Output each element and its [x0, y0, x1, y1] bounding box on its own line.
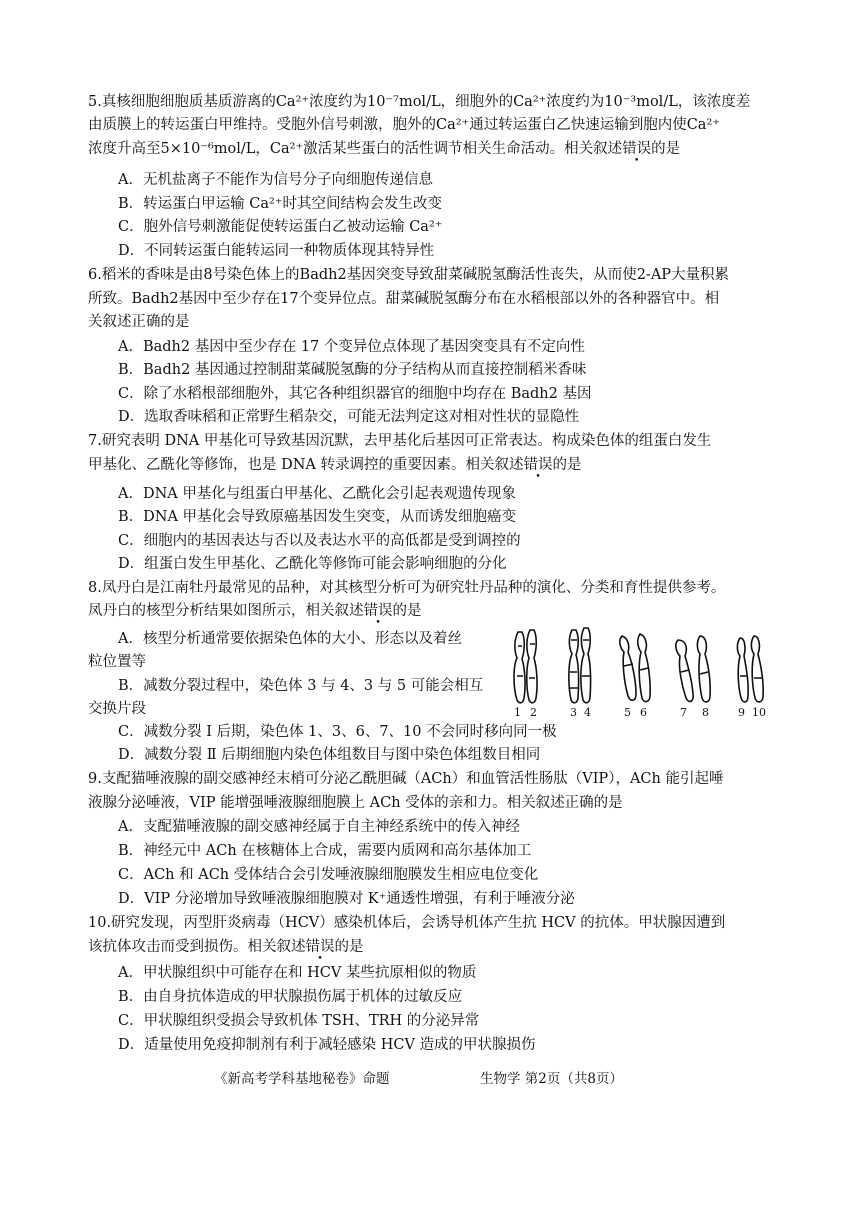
footer-source: 《新高考学科基地秘卷》命题: [214, 1071, 390, 1087]
q5-option-d: D．不同转运蛋白能转运同一种物质体现其特异性: [118, 243, 435, 259]
q5-stem-line-3: 浓度升高至5×10⁻⁶mol/L，Ca²⁺激活某些蛋白的活性调节相关生命活动。相关叙述错误的是: [88, 141, 681, 157]
q9-option-d: D．VIP 分泌增加导致唾液腺细胞膜对 K⁺通透性增强，有利于唾液分泌: [118, 891, 575, 907]
q6-stem-line-3: 关叙述正确的是: [88, 314, 190, 330]
emphasis-mark: 错误: [622, 141, 652, 157]
q5-option-c: C．胞外信号刺激能促使转运蛋白乙被动运输 Ca²⁺: [118, 219, 443, 235]
emphasis-mark: 错误: [523, 457, 553, 473]
emphasis-mark: 错误: [363, 603, 393, 619]
q9-stem-line-1: 9.支配猫唾液腺的副交感神经末梢可分泌乙酰胆碱（ACh）和血管活性肠肽（VIP），ACh 能引起唾: [88, 771, 724, 787]
chromosome-pair-5-6: [620, 634, 650, 702]
q8-stem-line-2: 凤丹白的核型分析结果如图所示，相关叙述错误的是: [88, 603, 422, 619]
q7-option-a: A．DNA 甲基化与组蛋白甲基化、乙酰化会引起表观遗传现象: [118, 486, 516, 502]
chromosome-label-8: 8: [702, 706, 709, 718]
q7-stem-line-2: 甲基化、乙酰化等修饰，也是 DNA 转录调控的重要因素。相关叙述错误的是: [88, 457, 582, 473]
q6-stem-line-2: 所致。Badh2基因中至少存在17个变异位点。甜菜碱脱氢酶分布在水稻根部以外的各种器官中。相: [88, 291, 720, 307]
chromosome-label-1: 1: [514, 706, 521, 718]
q6-option-c: C．除了水稻根部细胞外，其它各种组织器官的细胞中均存在 Badh2 基因: [118, 386, 592, 402]
emphasis-mark: 错误: [305, 939, 335, 955]
q8-option-d: D．减数分裂 Ⅱ 后期细胞内染色体组数目与图中染色体组数目相同: [118, 747, 541, 763]
chromosome-label-2: 2: [530, 706, 537, 718]
q8-option-a-continued: 粒位置等: [88, 654, 146, 670]
karyotype-figure: [500, 626, 780, 718]
q6-stem-line-1: 6.稻米的香味是由8号染色体上的Badh2基因突变导致甜菜碱脱氢酶活性丧失，从而使2-AP大量积累: [88, 267, 730, 283]
q9-option-b: B．神经元中 ACh 在核糖体上合成，需要内质网和高尔基体加工: [118, 843, 532, 859]
q5-stem-line-1: 5.真核细胞细胞质基质游离的Ca²⁺浓度约为10⁻⁷mol/L，细胞外的Ca²⁺浓度约为10⁻³mol/L，该浓度差: [88, 94, 751, 110]
chromosome-pair-3-4: [569, 628, 591, 703]
chromosome-pair-7-8: [676, 636, 710, 702]
q9-option-c: C．ACh 和 ACh 受体结合会引发唾液腺细胞膜发生相应电位变化: [118, 867, 539, 883]
q10-stem-line-1: 10.研究发现，丙型肝炎病毒（HCV）感染机体后，会诱导机体产生抗 HCV 的抗体。甲状腺因遭到: [88, 915, 726, 931]
q7-option-d: D．组蛋白发生甲基化、乙酰化等修饰可能会影响细胞的分化: [118, 556, 507, 572]
q8-option-a: A．核型分析通常要依据染色体的大小、形态以及着丝: [118, 631, 462, 647]
q8-stem-line-1: 8.凤丹白是江南牡丹最常见的品种，对其核型分析可为研究牡丹品种的演化、分类和育性提供参考。: [88, 580, 726, 596]
chromosome-label-4: 4: [584, 706, 591, 718]
q9-option-a: A．支配猫唾液腺的副交感神经属于自主神经系统中的传入神经: [118, 819, 520, 835]
chromosome-label-7: 7: [680, 706, 687, 718]
chromosome-label-5: 5: [624, 706, 631, 718]
q9-stem-line-2: 液腺分泌唾液，VIP 能增强唾液腺细胞膜上 ACh 受体的亲和力。相关叙述正确的是: [88, 795, 623, 811]
q5-stem-line-2: 由质膜上的转运蛋白甲维持。受胞外信号刺激，胞外的Ca²⁺通过转运蛋白乙快速运输到胞内使Ca²⁺: [88, 117, 720, 133]
chromosome-pair-9-10: [737, 636, 763, 702]
q7-stem-line-1: 7.研究表明 DNA 甲基化可导致基因沉默，去甲基化后基因可正常表达。构成染色体的组蛋白发生: [88, 433, 712, 449]
q8-option-b-continued: 交换片段: [88, 701, 146, 717]
q7-option-b: B．DNA 甲基化会导致原癌基因发生突变，从而诱发细胞癌变: [118, 509, 517, 525]
chromosome-label-6: 6: [640, 706, 647, 718]
q10-option-c: C．甲状腺组织受损会导致机体 TSH、TRH 的分泌异常: [118, 1013, 480, 1029]
footer-page-number: 生物学 第2页（共8页）: [480, 1071, 623, 1087]
q5-option-a: A．无机盐离子不能作为信号分子向细胞传递信息: [118, 172, 433, 188]
chromosome-label-9: 9: [738, 706, 745, 718]
q8-option-b: B．减数分裂过程中，染色体 3 与 4、3 与 5 可能会相互: [118, 678, 484, 694]
chromosome-label-10: 10: [752, 706, 766, 718]
q5-option-b: B．转运蛋白甲运输 Ca²⁺时其空间结构会发生改变: [118, 196, 442, 212]
q6-option-d: D．选取香味稻和正常野生稻杂交，可能无法判定这对相对性状的显隐性: [118, 409, 580, 425]
q6-option-b: B．Badh2 基因通过控制甜菜碱脱氢酶的分子结构从而直接控制稻米香味: [118, 362, 587, 378]
q10-option-a: A．甲状腺组织中可能存在和 HCV 某些抗原相似的物质: [118, 965, 477, 981]
q6-option-a: A．Badh2 基因中至少存在 17 个变异位点体现了基因突变具有不定向性: [118, 339, 585, 355]
q8-option-c: C．减数分裂 Ⅰ 后期，染色体 1、3、6、7、10 不会同时移向同一极: [118, 724, 557, 740]
q7-option-c: C．细胞内的基因表达与否以及表达水平的高低都是受到调控的: [118, 533, 521, 549]
q10-option-b: B．由自身抗体造成的甲状腺损伤属于机体的过敏反应: [118, 989, 463, 1005]
q10-option-d: D．适量使用免疫抑制剂有利于减轻感染 HCV 造成的甲状腺损伤: [118, 1037, 536, 1053]
chromosome-label-3: 3: [570, 706, 577, 718]
q10-stem-line-2: 该抗体攻击而受到损伤。相关叙述错误的是: [88, 939, 364, 955]
chromosome-pair-1-2: [514, 630, 537, 703]
